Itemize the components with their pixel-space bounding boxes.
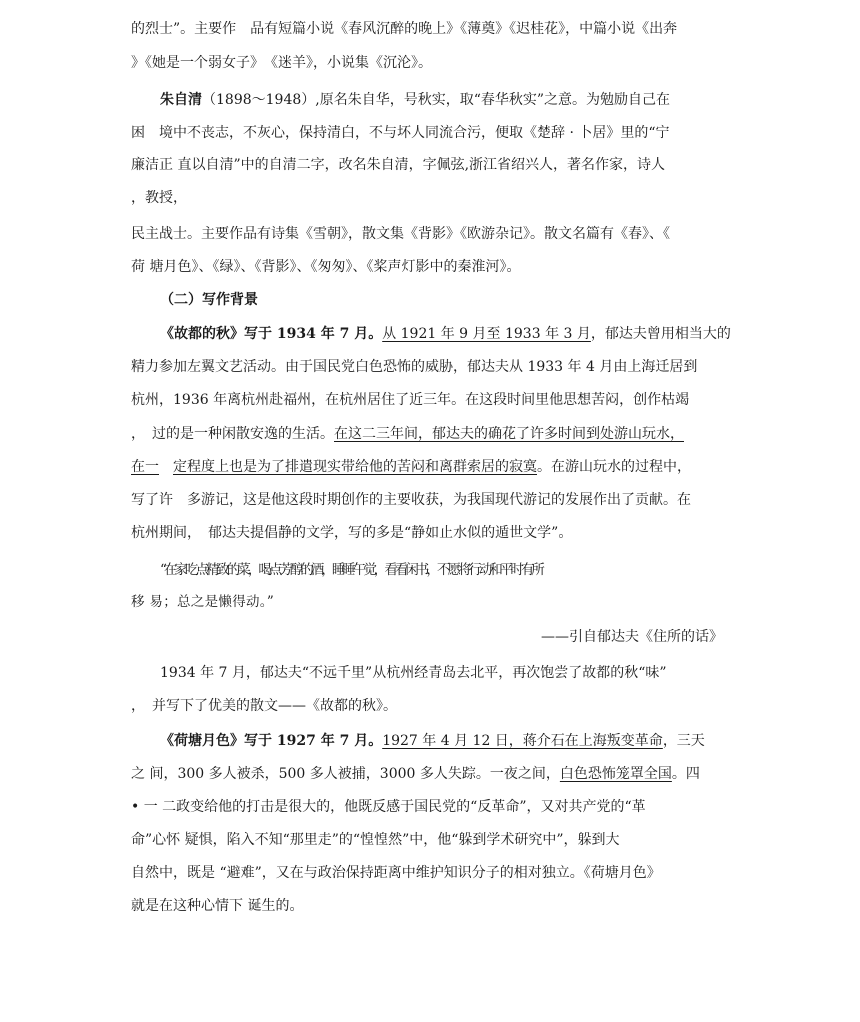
text-span: ， 过的是一种闲散安逸的生活。: [131, 426, 334, 442]
paragraph-line: [131, 424, 731, 444]
quote-source: ——引自郁达夫《住所的话》: [541, 629, 723, 645]
essay-title: 《荷塘月色》写于 1927 年 7 月。: [160, 733, 383, 749]
paragraph-line: 荷 塘月色》、《绿》、《背影》、《匆匆》、《桨声灯影中的秦淮河》。: [131, 259, 521, 275]
text-span: 之 间，300 多人被杀，500 多人被捕，3000 多人失踪。一夜之间，: [131, 766, 560, 782]
paragraph-line: 1934 年 7 月，郁达夫“不远千里”从杭州经青岛去北平，再次饱尝了故都的秋“味”: [160, 665, 667, 681]
text-span: （1898～1948）,原名朱自华，号秋实，取“春华秋实”之意。为勉励自己在: [202, 92, 671, 108]
essay-title: 《故都的秋》写于 1934 年 7 月。: [160, 326, 383, 342]
paragraph-line: 的烈士”。主要作 品有短篇小说《春风沉醉的晚上》《薄奠》《迟桂花》，中篇小说《出奔: [131, 21, 678, 37]
paragraph-line: 民主战士。主要作品有诗集《雪朝》，散文集《背影》《欧游杂记》。散文名篇有《春》、《: [131, 226, 670, 242]
paragraph-line: 写了许 多游记，这是他这段时期创作的主要收获，为我国现代游记的发展作出了贡献。在: [131, 492, 691, 508]
quote-line: 移 易；总之是懒得动。”: [131, 594, 275, 610]
text-span: ，郁达夫曾用相当大的: [590, 326, 731, 342]
paragraph-line: 》《她是一个弱女子》 《迷羊》，小说集《沉沦》。: [131, 55, 432, 71]
text-span: 。四: [671, 766, 700, 782]
underlined-text: 从 1921 年 9 月至 1933 年 3 月: [382, 326, 591, 342]
paragraph-line: ， 并写下了优美的散文——《故都的秋》。: [131, 698, 397, 714]
paragraph-line: 困 境中不丧志，不灰心，保持清白，不与坏人同流合污，便取《楚辞 · 卜居》里的“宁: [131, 125, 670, 141]
text-span: 。在游山玩水的过程中，: [537, 459, 691, 475]
paragraph-line: [160, 324, 731, 344]
paragraph-line: 杭州，1936 年离杭州赴福州，在杭州居住了近三年。在这段时间里他思想苦闷，创作枯竭: [131, 392, 690, 408]
paragraph-line: 就是在这种心情下 诞生的。: [131, 898, 304, 914]
text-span: ，三天: [662, 733, 705, 749]
text-span: [159, 459, 173, 475]
paragraph-line: [131, 457, 731, 477]
quote-line: “在家吃点精致的菜，喝点芳醇的酒，睡睡午觉，看看闲书，不愿将行动和平时有所: [160, 562, 542, 578]
underlined-text: 定程度上也是为了排遣现实带给他的苦闷和离群索居的寂寞: [173, 459, 537, 475]
underlined-text: 在这二三年间，郁达夫的确花了许多时间到处游山玩水，: [334, 426, 684, 442]
paragraph-line: • 一 二政变给他的打击是很大的，他既反感于国民党的“反革命”，又对共产党的“革: [131, 799, 646, 815]
paragraph-line: 自然中，既是 “避难”，又在与政治保持距离中维护知识分子的相对独立。《荷塘月色》: [131, 865, 661, 881]
paragraph-line: [131, 764, 731, 784]
underlined-text: 在一: [131, 459, 159, 475]
author-name: 朱自清: [160, 92, 202, 108]
paragraph-line: [160, 731, 731, 751]
section-heading: （二）写作背景: [160, 292, 258, 308]
underlined-text: 1927 年 4 月 12 日，蒋介石在上海叛变革命: [382, 733, 663, 749]
paragraph-line: ，教授，: [131, 190, 187, 206]
paragraph-line: 杭州期间， 郁达夫提倡静的文学，写的多是“静如止水似的遁世文学”。: [131, 525, 573, 541]
paragraph-line: 廉洁正 直以自清”中的自清二字，改名朱自清，字佩弦,浙江省绍兴人，著名作家，诗人: [131, 157, 666, 173]
paragraph-line: [160, 90, 731, 110]
underlined-text: 白色恐怖笼罩全国: [559, 766, 672, 782]
paragraph-line: 精力参加左翼文艺活动。由于国民党白色恐怖的威胁，郁达夫从 1933 年 4 月由上海迁居到: [131, 359, 698, 375]
paragraph-line: 命”心怀 疑惧，陷入不知“那里走”的“惶惶然”中，他“躲到学术研究中”，躲到大: [131, 832, 620, 848]
